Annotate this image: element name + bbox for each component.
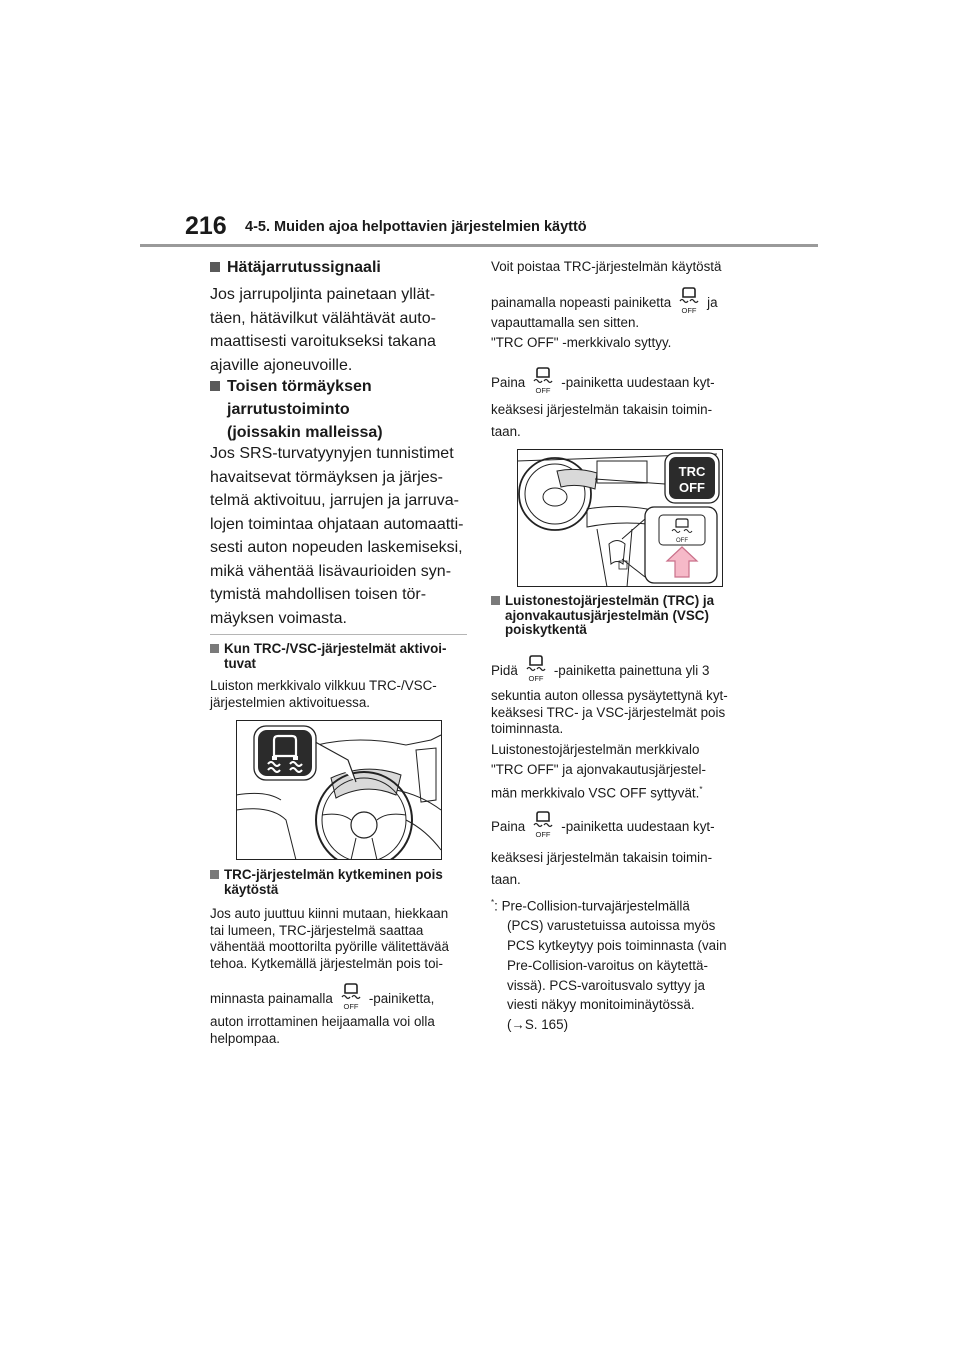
paragraph-trc-vsc-off: sekuntia auton ollessa pysäytettynä kyt- keäksesi TRC- ja VSC-järjestelmät pois toiminnasta. Luistonestojärjestelmän merkkivalo "TRC OFF" ja ajonvakautusjärjestel- <box>491 688 728 777</box>
trc-off-button-icon <box>524 654 548 689</box>
square-bullet-icon <box>491 596 500 605</box>
line-with-button-1: painamalla nopeasti painiketta OFF ja <box>491 286 718 321</box>
paragraph-secondary-collision-brake: Jos SRS-turvatyynyjen tunnistimet havaitsevat törmäyksen ja järjes- telmä aktivoituu, jarrujen ja jarruva- lojen toimintaa ohjataan automaatti- sesti auton nopeuden laskemiseksi, mikä vähentää lisävaurioiden syn- tymistä mahdollisen toisen tör- mäyksen voimasta. <box>210 445 464 627</box>
trc-off-button-icon <box>339 982 363 1017</box>
svg-text:OFF: OFF <box>681 306 697 315</box>
trc-off-button-icon <box>531 810 555 845</box>
paragraph-disable-trc-cont: vapauttamalla sen sitten. "TRC OFF" -merkkivalo syttyy. <box>491 315 672 350</box>
svg-text:OFF: OFF <box>343 1002 359 1011</box>
note-text-trc-disable: Jos auto juuttuu kiinni mutaan, hiekkaan tai lumeen, TRC-järjestelmä saattaa vähentää moottorilta pyörille välitettävää tehoa. Kytkemällä järjestelmän pois toi- <box>210 906 449 971</box>
svg-text:OFF: OFF <box>676 538 688 544</box>
section-divider <box>210 634 467 635</box>
svg-text:OFF: OFF <box>535 386 551 395</box>
svg-text:TRC: TRC <box>678 464 706 479</box>
trc-off-button-icon <box>531 366 555 401</box>
square-bullet-icon <box>210 381 220 391</box>
paragraph-reenable: keäksesi järjestelmän takaisin toimin- taan. <box>491 402 713 439</box>
square-bullet-icon <box>210 644 219 653</box>
line-with-button-4: Paina OFF -painiketta uudestaan kyt- <box>491 810 715 845</box>
section-heading-secondary-collision-brake: Toisen törmäyksen jarrutustoiminto (joissakin malleissa) <box>210 375 383 444</box>
paragraph-disable-trc: Voit poistaa TRC-järjestelmän käytöstä <box>491 259 722 274</box>
note-line-with-button: minnasta painamalla OFF -painiketta, <box>210 982 434 1017</box>
note-text-trc-vsc-activate: Luiston merkkivalo vilkkuu TRC-/VSC- järjestelmien aktivoituessa. <box>210 678 437 710</box>
square-bullet-icon <box>210 262 220 272</box>
illustration-slip-indicator <box>236 720 442 860</box>
section-heading-emergency-brake-signal: Hätäjarrutussignaali <box>210 257 381 279</box>
paragraph-emergency-brake-signal: Jos jarrupoljinta painetaan yllät- täen, hätävilkut välähtävät auto- maattisesti varoitukseksi takana ajaville ajoneuvoille. <box>210 286 436 374</box>
line-with-button-2: Paina OFF -painiketta uudestaan kyt- <box>491 366 715 401</box>
square-bullet-icon <box>210 870 219 879</box>
page-reference-link[interactable]: (→S. 165) <box>507 1017 569 1033</box>
svg-text:OFF: OFF <box>679 480 705 495</box>
illustration-trc-off <box>517 449 723 587</box>
line-with-button-3: Pidä OFF -painiketta painettuna yli 3 <box>491 654 709 689</box>
header-rule <box>140 244 818 247</box>
chapter-title: 4-5. Muiden ajoa helpottavien järjestelmien käyttö <box>245 219 587 235</box>
note-heading-trc-vsc-off: Luistonestojärjestelmän (TRC) ja ajonvakautusjärjestelmän (VSC) poiskytkentä <box>491 594 714 638</box>
svg-text:OFF: OFF <box>528 674 544 683</box>
note-text-trc-disable-end: auton irrottaminen heijaamalla voi olla helpompaa. <box>210 1014 435 1046</box>
svg-text:OFF: OFF <box>535 830 551 839</box>
page-number: 216 <box>185 212 227 240</box>
note-heading-trc-disable: TRC-järjestelmän kytkeminen pois käytöstä <box>210 868 443 897</box>
note-heading-trc-vsc-activate: Kun TRC-/VSC-järjestelmät aktivoi- tuvat <box>210 642 446 671</box>
trc-off-button-icon <box>677 286 701 321</box>
paragraph-trc-vsc-off-last: män merkkivalo VSC OFF syttyvät.* <box>491 785 703 801</box>
paragraph-reenable-2: keäksesi järjestelmän takaisin toimin- taan. <box>491 850 713 887</box>
footnote-pcs: *: Pre-Collision-turvajärjestelmällä (PCS) varustetuissa autoissa myös PCS kytkeytyy pois toiminnasta (vain Pre-Collision-varoitus on käytettä- vissä). PCS-varoitusvalo syttyy ja viesti näkyy monitoiminäytössä. (→S. 165) <box>491 893 727 1035</box>
